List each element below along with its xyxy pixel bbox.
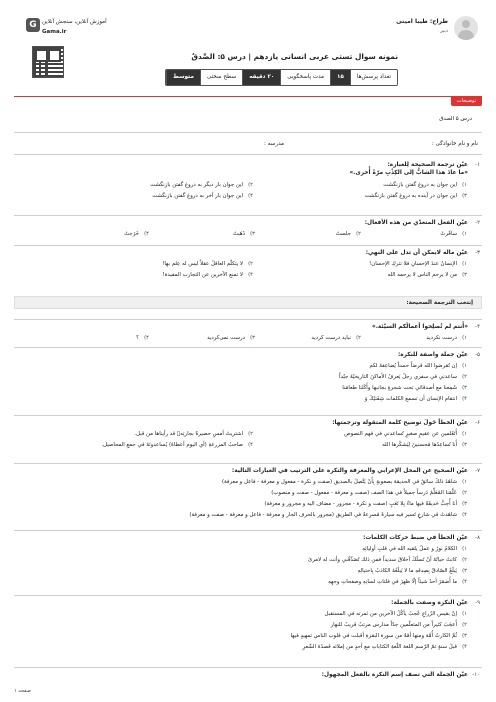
option-number: ۱) — [462, 182, 467, 188]
question-number: ۴- — [475, 324, 480, 330]
answer-option[interactable] — [290, 633, 468, 639]
option-text: كانتْ حياتُهُ أنْ تَسلُكَ أخلاقَ سديداً فمن ذلك تُصَدِّقُني وأنت له لامرئ — [307, 557, 457, 563]
option-text: شاهَدتُ في شارعٍ تَسير فيه سيارةٌ مُسرِعةٌ في الطريق (مجرور بالحرف الجار و معرفة - فاعل و معرفة - صفت و معرفة) — [189, 512, 457, 518]
question — [14, 600, 482, 660]
notice-divider — [14, 96, 482, 97]
designer-role: دبیر — [440, 28, 448, 34]
option-text: نباید درست کردید — [311, 335, 351, 341]
question-text: عیّن الجملة التي تصف إسم النكرة بالفعل المجهول: — [321, 672, 468, 678]
option-text: این جوان بار دیگر به دروغ گفتن بازنگشت — [150, 182, 243, 188]
option-number: ۱) — [462, 231, 467, 237]
option-number: ۳) — [462, 442, 467, 448]
divider — [14, 347, 482, 348]
answer-option[interactable] — [264, 501, 468, 507]
question-number: ۲- — [475, 220, 480, 226]
option-number: ۲) — [462, 490, 467, 496]
exam-title: نمونه سوال تستی عربی انسانی یازدهم | درس ۵: الصِّدقُ — [191, 52, 398, 61]
option-text: قبلَ سنةٍ تمّ الرّسم اللغة اللّغةِ الكتاباتِ مع أحدٍ من إملائه قصدُهُ الشّعرِ — [302, 644, 457, 650]
question-number: ۵- — [475, 352, 480, 358]
option-number: ۱) — [462, 363, 467, 369]
question-number: ۳- — [475, 250, 480, 256]
option-number: ۴) — [144, 335, 149, 341]
info-pill: متوسط — [166, 70, 200, 85]
option-text: شاهَدَ ذلكَ سائقٌ في الحديقة بصعوبةٍ بِأَنْ يَتَّصِلَ بالصديق (صفت و نكرة - مفعول و معرفة - فاعل و معرفة) — [221, 479, 457, 485]
option-number: ۲) — [248, 431, 253, 437]
page-number: صفحه ۱ — [14, 688, 31, 694]
question-text: عیّن جملة واصفة للنكرة: — [397, 352, 468, 358]
info-pill: ۱۵ — [330, 70, 350, 85]
option-number: ۴) — [248, 442, 253, 448]
option-text: ذَهَبتُ — [232, 231, 245, 237]
question-subtext: «ما عادَ هذا الشابُّ إلى الكِذْبِ مرّةً أُخرى.» — [349, 170, 468, 176]
option-text: أَتَعْلمين عن عقيمٍ صغيرٍ تُساعدني في فهم النصوص — [344, 431, 457, 437]
divider — [14, 595, 482, 596]
brand-logo-icon: G — [26, 18, 40, 32]
option-number: ۳) — [462, 272, 467, 278]
question — [14, 672, 482, 702]
option-number: ۱) — [462, 261, 467, 267]
option-number: ۲) — [356, 335, 361, 341]
answer-option[interactable] — [358, 568, 468, 574]
question-number: ۷- — [475, 468, 480, 474]
designer-name: طراح: طیبا امینی — [396, 18, 448, 25]
answer-option[interactable] — [365, 396, 468, 402]
school-field[interactable]: مدرسه : — [264, 141, 284, 147]
option-number: ۲) — [462, 557, 467, 563]
option-text: إن تُقرضوا الله قرضاً حسناً يُضاعِفهُ لكم — [369, 363, 457, 369]
option-number: ۴) — [248, 193, 253, 199]
option-text: درست نمی‌کردید — [207, 335, 245, 341]
question-number: ۱- — [475, 162, 480, 168]
question-text: عیّن النكرة وصفت بالجملة: — [391, 600, 468, 606]
option-number: ۱) — [462, 431, 467, 437]
brand-url[interactable]: Gama.ir — [42, 29, 67, 35]
answer-option[interactable] — [339, 374, 468, 380]
option-text: جلستُ — [335, 231, 351, 237]
option-text: يَبلُغُ الصّادقُ بِصِدقهِ ما لا يَبلُغُهُ الكاذبُ بِاحتيالِهِ — [357, 568, 457, 574]
option-text: صاحبُ المزرعةِ (أي اليوم أعطاهُ) يُساعدونَهُ في جمعِ المحاصيل. — [101, 442, 243, 448]
info-pill: ۲۰ دقیقه — [242, 70, 280, 85]
option-text: لا تمنع الآخرين عن التجارب المفيدة! — [162, 272, 243, 278]
divider — [14, 132, 482, 133]
option-number: ۴) — [144, 231, 149, 237]
option-number: ۴) — [462, 512, 467, 518]
option-number: ۲) — [462, 622, 467, 628]
option-text: این جوان بار آخر به دروغ گفتن بازنگشت — [152, 193, 243, 199]
option-text: من لا يرحم الناس لا يرحمه الله — [387, 272, 457, 278]
option-text: الكلامُ نورٌ و عملٌ يلقيه الله في قلبِ أوليائِهِ — [362, 546, 457, 552]
answer-option[interactable] — [440, 231, 468, 237]
option-text: ساعدني في سفري رجلٌ يَعرفُ الأماكنَ التاريخيّةَ جيّداً — [339, 374, 457, 380]
option-text: ساقَرتُ — [440, 231, 457, 237]
answer-option[interactable] — [222, 479, 468, 485]
question-text: عیّن الخطأ في ضبط حركات الكلمات: — [363, 535, 468, 541]
option-number: ۳) — [462, 193, 467, 199]
option-text: شَمِعنا مع أصدقائي تحت شجرةٍ بجانبها وأَكَلنا طعامَنا — [342, 385, 457, 391]
option-number: ۱) — [462, 611, 467, 617]
qr-code-icon[interactable] — [32, 46, 64, 78]
option-number: ۲) — [248, 261, 253, 267]
option-text: أَنا نُساعِدُها مُحسنينَ لِيَشكُرها الله — [382, 442, 457, 448]
option-text: ؟ — [136, 335, 139, 341]
question-number: ۶- — [475, 420, 480, 426]
option-text: إنّ بقيس الزُراعِ عُجبٌ يأكُلُ الآخرين من ثمرته في المستقبل — [324, 611, 457, 617]
question — [14, 468, 482, 528]
designer-avatar — [454, 16, 478, 40]
option-text: این جوان به دروغ گفتن بازنگشت — [383, 182, 457, 188]
option-number: ۲) — [248, 182, 253, 188]
question-number: ۱۰- — [472, 672, 480, 678]
question — [14, 250, 482, 310]
option-text: درست نکردید — [426, 335, 457, 341]
divider — [14, 415, 482, 416]
option-number: ۳) — [462, 568, 467, 574]
option-number: ۴) — [248, 272, 253, 278]
option-text: ثُمَّ الكارثُ أُمَّة ومنها أمّةُ من سورة البقرةِ أقبلت في قلوب الناسِ تمهيدٍ فيها — [290, 633, 457, 639]
question-number: ۸- — [475, 535, 480, 541]
answer-option[interactable] — [303, 644, 468, 650]
notice-tag: توضیحات — [451, 96, 482, 106]
option-number: ۴) — [462, 579, 467, 585]
answer-option[interactable] — [152, 193, 254, 199]
answer-option[interactable] — [207, 335, 256, 341]
divider — [14, 319, 482, 320]
answer-option[interactable] — [134, 431, 254, 437]
brand-tagline: آموزش آنلاین، سنجش آنلاین — [42, 19, 107, 25]
answer-option[interactable] — [271, 490, 468, 496]
info-pill: سطح سختی — [200, 70, 242, 85]
answer-option[interactable] — [362, 546, 468, 552]
option-text: این جوان در آینده به دروغ گفتن بازنگشت — [364, 193, 457, 199]
answer-option[interactable] — [101, 442, 254, 448]
answer-option[interactable] — [308, 557, 468, 563]
option-number: ۳) — [250, 335, 255, 341]
option-number: ۳) — [462, 501, 467, 507]
answer-option[interactable] — [364, 193, 468, 199]
answer-option[interactable] — [388, 272, 468, 278]
answer-option[interactable] — [369, 363, 468, 369]
option-text: انتقام الإنسان أن تسمع الكلمات شِفَتيْكَ وَ — [364, 396, 457, 402]
question-text: «أَنتم لم تُصلِحوا أعمالَكم السيّئة.» — [371, 324, 468, 330]
option-text: خَرَجتُ — [124, 231, 139, 237]
option-text: اشتريتُ أمسِ حصيرةً بجارتِهٖ قد رأيناها من قبل. — [134, 431, 243, 437]
answer-option[interactable] — [162, 261, 254, 267]
option-number: ۱) — [462, 546, 467, 552]
divider — [14, 154, 482, 155]
option-number: ۱) — [462, 479, 467, 485]
notice-text: درس ۵ الصدق — [439, 116, 472, 122]
answer-option[interactable] — [331, 622, 468, 628]
info-pill: مدت پاسخگویی — [280, 70, 330, 85]
option-number: ۱) — [462, 335, 467, 341]
option-number: ۳) — [462, 633, 467, 639]
divider — [14, 667, 482, 668]
question-text: عیّن ماله لایمکن أن تدل علی النهي: — [365, 250, 468, 256]
answer-option[interactable] — [344, 431, 468, 437]
answer-option[interactable] — [136, 335, 150, 341]
answer-option[interactable] — [336, 231, 362, 237]
answer-option[interactable] — [162, 272, 254, 278]
option-number: ۳) — [250, 231, 255, 237]
divider — [14, 215, 482, 216]
option-text: عَلَّمَنا المُعَلِّمُ دَرساً جميلاً في هذا الصف (صفت و معرفة - مفعول - صفت و منصوب) — [271, 490, 457, 496]
option-number: ۲) — [356, 231, 361, 237]
question — [14, 535, 482, 595]
question-text: عیّن الخطأ حَولَ توضيح كلمة المتقولة وترجمتها: — [332, 420, 468, 426]
answer-option[interactable] — [383, 182, 468, 188]
option-text: ما أَضمَرَ أحدٌ شيئاً إلّا ظهرَ في فلتاتِ لسانِهِ وصفحاتِ وجهِهِ — [328, 579, 457, 585]
option-text: أنا أُحِبُّ حَديقَةً فيها ماءٌ بِلا تَعَبٍ (صفت و نكرة - مجرور - مضاف اليه و مجرور و معرفة) — [264, 501, 457, 507]
answer-option[interactable] — [150, 182, 254, 188]
divider — [14, 530, 482, 531]
option-text: أَعجَبَ كثيراً من المتعلّمين جدّاً مدارس مرتبٌ قريبٌ للنهار — [330, 622, 457, 628]
question-text: عیّن ترجمة الصحیحة لِلعبارة: — [387, 162, 468, 168]
answer-option[interactable] — [325, 611, 468, 617]
answer-option[interactable] — [189, 512, 468, 518]
answer-option[interactable] — [382, 442, 468, 448]
student-name-field[interactable]: نام و نام خانوادگی : — [431, 141, 478, 147]
question-text: عیّن الصحيح عن المحل الإعرابي والمعرفة والنكرة على الترتيب في العبارات التالية: — [231, 468, 468, 474]
question — [14, 162, 482, 222]
answer-option[interactable] — [124, 231, 150, 237]
section-title: إنتخب الترجمة الصحيحة: — [406, 300, 473, 306]
option-text: الإنسانُ عندَ الإحسانِ فلا تتركِ الإحسان! — [369, 261, 457, 267]
question-number: ۹- — [475, 600, 480, 606]
divider — [14, 245, 482, 246]
answer-option[interactable] — [342, 385, 468, 391]
header — [14, 14, 482, 114]
answer-option[interactable] — [426, 335, 468, 341]
option-text: لا يتكلّم العاقلُ عقلاً ليس له عِلم بها! — [162, 261, 243, 267]
answer-option[interactable] — [311, 335, 362, 341]
answer-option[interactable] — [369, 261, 468, 267]
option-number: ۴) — [462, 396, 467, 402]
question — [14, 352, 482, 412]
answer-option[interactable] — [233, 231, 256, 237]
info-pill: تعداد پرسش‌ها — [350, 70, 397, 85]
question-text: عیّن الفعل المتعدّي من هذه الأفعال: — [364, 220, 468, 226]
option-number: ۳) — [462, 385, 467, 391]
answer-option[interactable] — [328, 579, 468, 585]
option-number: ۲) — [462, 374, 467, 380]
exam-info-pills — [165, 69, 398, 86]
divider — [14, 463, 482, 464]
option-number: ۴) — [462, 644, 467, 650]
